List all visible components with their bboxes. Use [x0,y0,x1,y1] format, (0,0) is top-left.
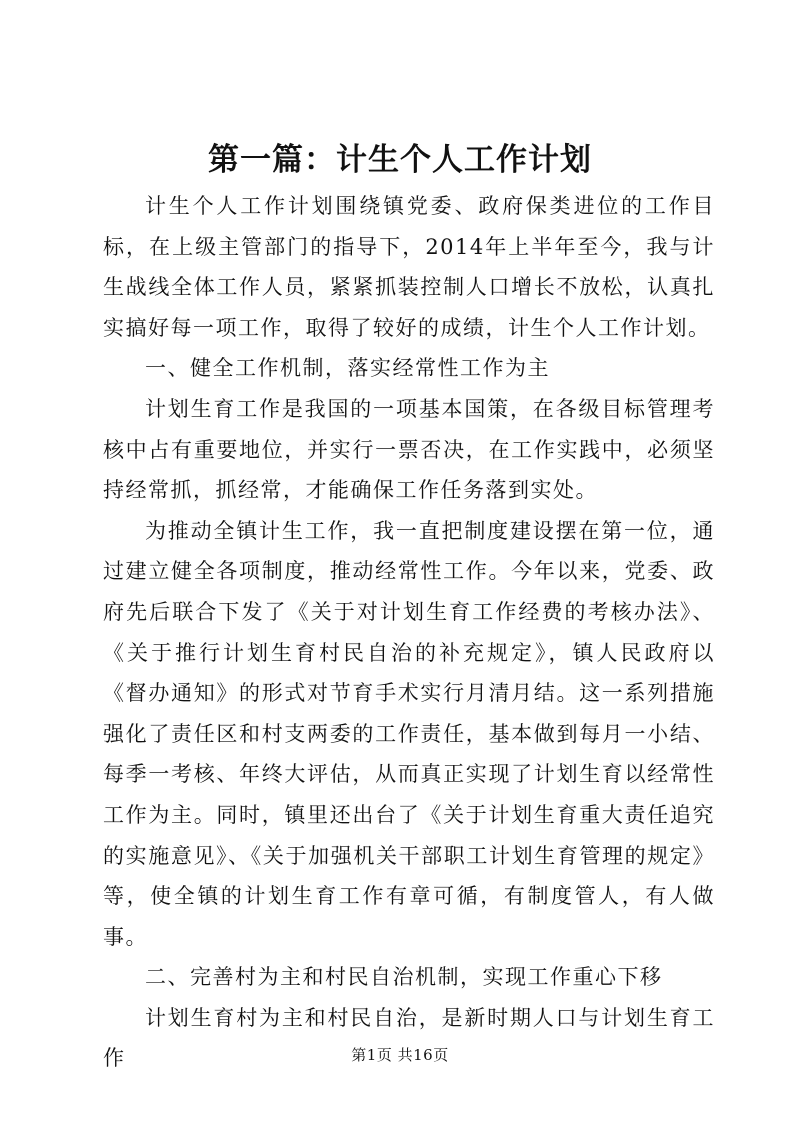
document-body [103,186,715,1079]
document-title: 第一篇：计生个人工作计划 [208,142,592,178]
paragraph-intro: 计生个人工作计划围绕镇党委、政府保类进位的工作目标，在上级主管部门的指导下，2014年上半年至今，我与计生战线全体工作人员，紧紧抓装控制人口增长不放松，认真扎实搞好每一项工作，取得了较好的成绩，计生个人工作计划。 [103,194,715,340]
paragraph-policy: 计划生育工作是我国的一项基本国策，在各级目标管理考核中占有重要地位，并实行一票否决，在工作实践中，必须坚持经常抓，抓经常，才能确保工作任务落到实处。 [103,396,715,503]
paragraph-system: 为推动全镇计生工作，我一直把制度建设摆在第一位，通过建立健全各项制度，推动经常性工作。今年以来，党委、政府先后联合下发了《关于对计划生育工作经费的考核办法》、《关于推行计划生育村民自治的补充规定》，镇人民政府以《督办通知》的形式对节育手术实行月清月结。这一系列措施强化了责任区和村支两委的工作责任，基本做到每月一小结、每季一考核、年终大评估，从而真正实现了计划生育以经常性工作为主。同时，镇里还出台了《关于计划生育重大责任追究的实施意见》、《关于加强机关干部职工计划生育管理的规定》等，使全镇的计划生育工作有章可循，有制度管人，有人做事。 [103,518,715,949]
section-heading-1: 一、健全工作机制，落实经常性工作为主 [145,356,550,381]
page-number-footer: 第1页 共16页 [351,1046,449,1064]
section-heading-2: 二、完善村为主和村民自治机制，实现工作重心下移 [145,965,663,990]
paragraph-village: 计划生育村为主和村民自治，是新时期人口与计划生育工作 [103,1005,715,1071]
